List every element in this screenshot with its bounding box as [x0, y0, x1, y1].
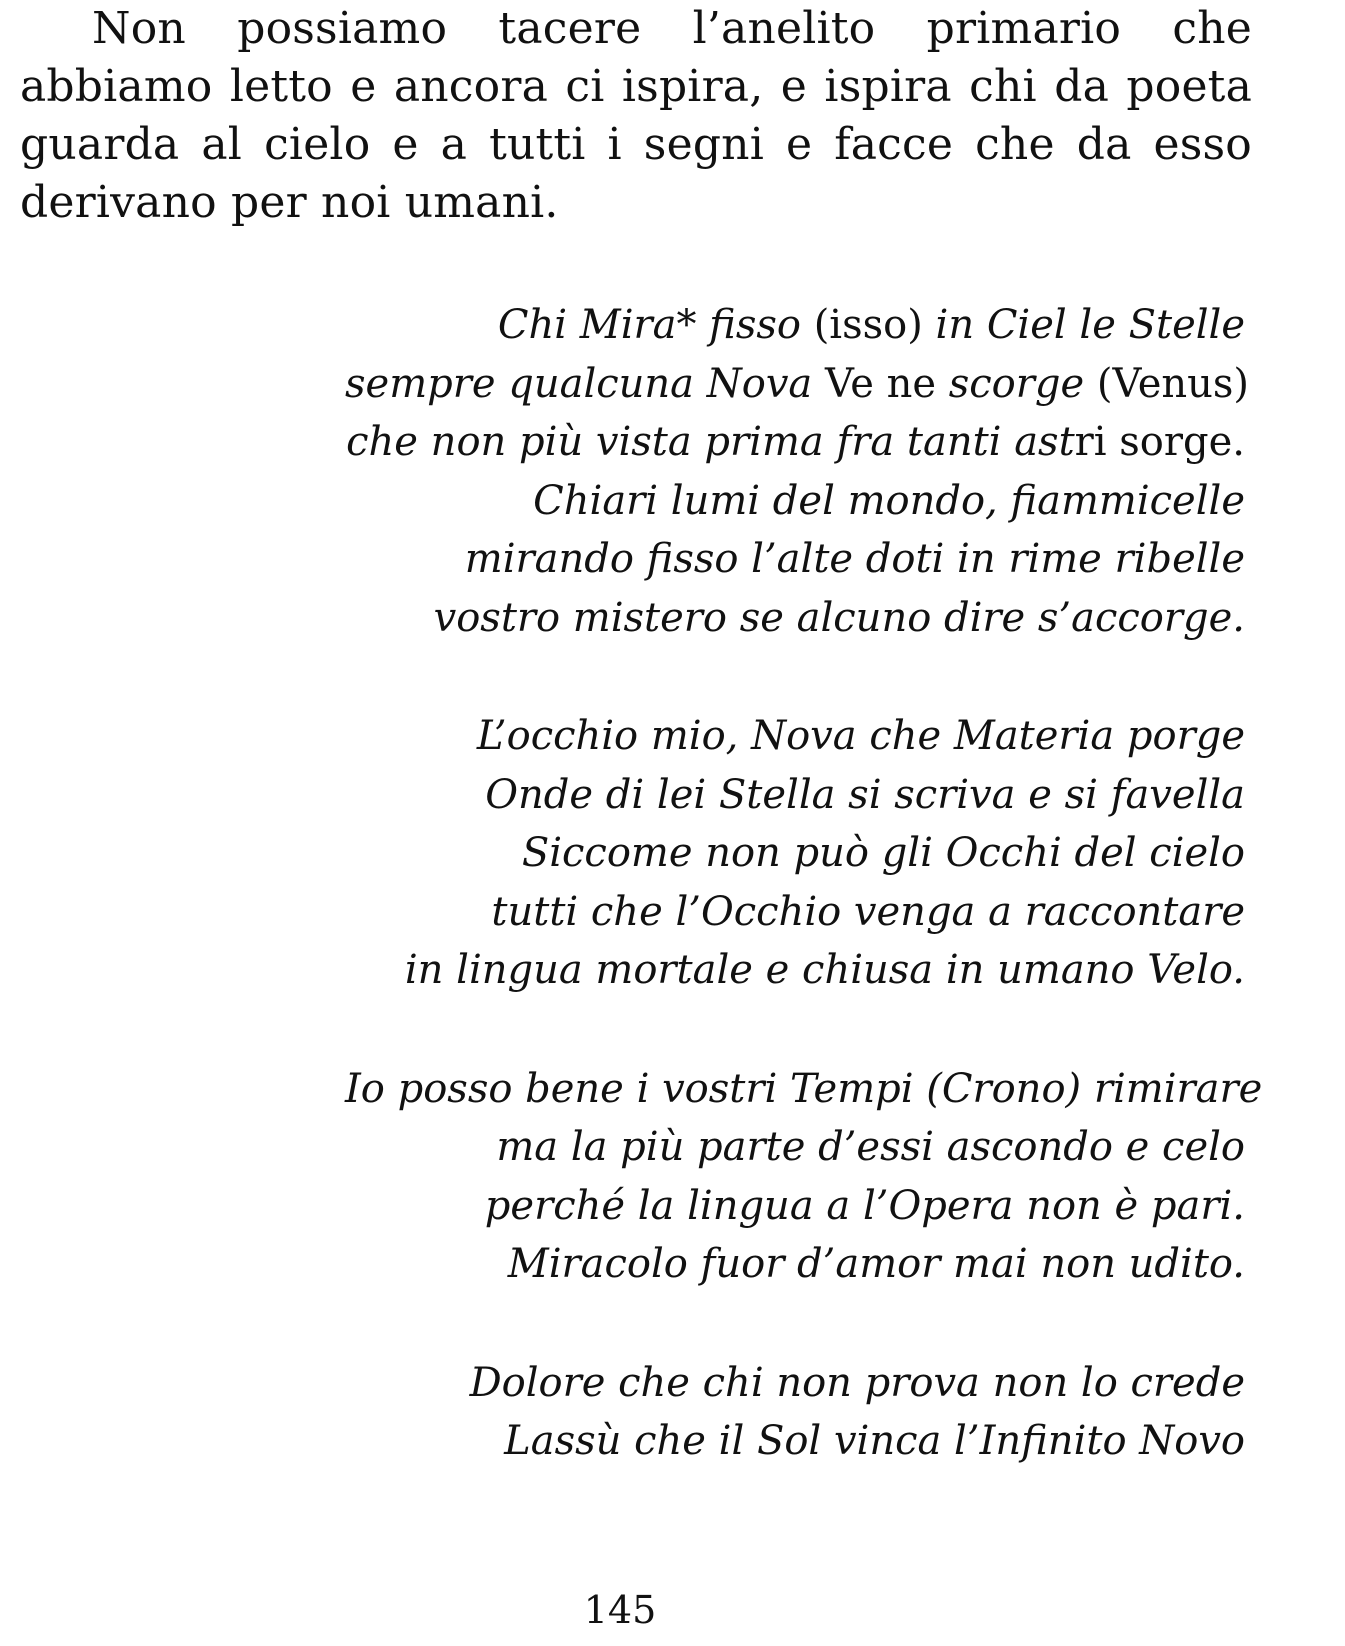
poem-stanza: [345, 1354, 1245, 1471]
poem-line-segment: Chiari lumi del mondo, fiammicelle: [533, 477, 1245, 524]
poem-line: [345, 883, 1245, 942]
poem-line: [345, 1118, 1245, 1177]
poem-line-segment: (Venus): [1096, 360, 1250, 407]
poem-line-segment: mirando fisso l’alte doti in rime ribelle: [464, 536, 1245, 582]
poem-line-segment: perché la lingua a l’Opera non è pari.: [484, 1182, 1245, 1229]
poem-line: [345, 589, 1245, 648]
poem-line-segment: ma la più parte d’essi ascondo e celo: [496, 1124, 1245, 1170]
poem-line: [345, 824, 1245, 883]
poem-line-segment: ri sorge.: [1074, 419, 1245, 465]
poem-line: [345, 941, 1245, 1000]
poem-line-segment: (isso): [813, 302, 923, 348]
poem-stanza: [345, 296, 1250, 647]
poem-line-segment: L’occhio mio, Nova che Materia porge: [476, 713, 1245, 759]
poem-line: [345, 1177, 1245, 1236]
poem-line-segment: Dolore che chi non prova non lo crede: [469, 1359, 1245, 1406]
poem-line-segment: Io posso bene i vostri Tempi (Crono) rimirare: [345, 1065, 1263, 1112]
poem-line: [345, 530, 1245, 589]
poem-line-segment: in Ciel le Stelle: [922, 302, 1245, 348]
poem-line: [345, 413, 1245, 472]
poem-line-segment: Ve ne: [824, 360, 937, 407]
poem-line-segment: sempre qualcuna Nova: [345, 360, 825, 407]
poem: [345, 296, 1263, 1531]
poem-line: [345, 766, 1245, 825]
poem-line-segment: che non più vista prima fra tanti ast: [346, 419, 1075, 465]
poem-line: [345, 1060, 1263, 1119]
poem-line: [345, 707, 1245, 766]
poem-line-segment: Onde di lei Stella si scriva e si favella: [485, 771, 1245, 818]
poem-stanza: [345, 707, 1245, 1000]
poem-line-segment: scorge: [936, 360, 1097, 407]
poem-line: [345, 472, 1245, 531]
poem-line: [345, 296, 1245, 355]
poem-line: [345, 1235, 1245, 1294]
poem-stanza: [345, 1060, 1263, 1294]
intro-paragraph: Non possiamo tacere l’anelito primario che abbiamo letto e ancora ci ispira, e ispira chi da poeta guarda al cielo e a tutti i segni e facce che da esso derivano per noi umani.: [20, 3, 1252, 228]
poem-line-segment: in lingua mortale e chiusa in umano Velo.: [404, 947, 1245, 993]
page-number: 145: [583, 1588, 657, 1632]
poem-line-segment: vostro mistero se alcuno dire s’accorge.: [433, 594, 1245, 641]
poem-line-segment: Siccome non può gli Occhi del cielo: [521, 830, 1245, 876]
poem-line-segment: Lassù che il Sol vinca l’Infinito Novo: [504, 1418, 1245, 1464]
poem-line-segment: Chi Mira* fisso: [497, 302, 814, 348]
poem-line-segment: Miracolo fuor d’amor mai non udito.: [507, 1241, 1245, 1287]
poem-line: [345, 355, 1250, 414]
poem-line-segment: tutti che l’Occhio venga a raccontare: [491, 888, 1245, 935]
poem-line: [345, 1354, 1245, 1413]
poem-line: [345, 1412, 1245, 1471]
